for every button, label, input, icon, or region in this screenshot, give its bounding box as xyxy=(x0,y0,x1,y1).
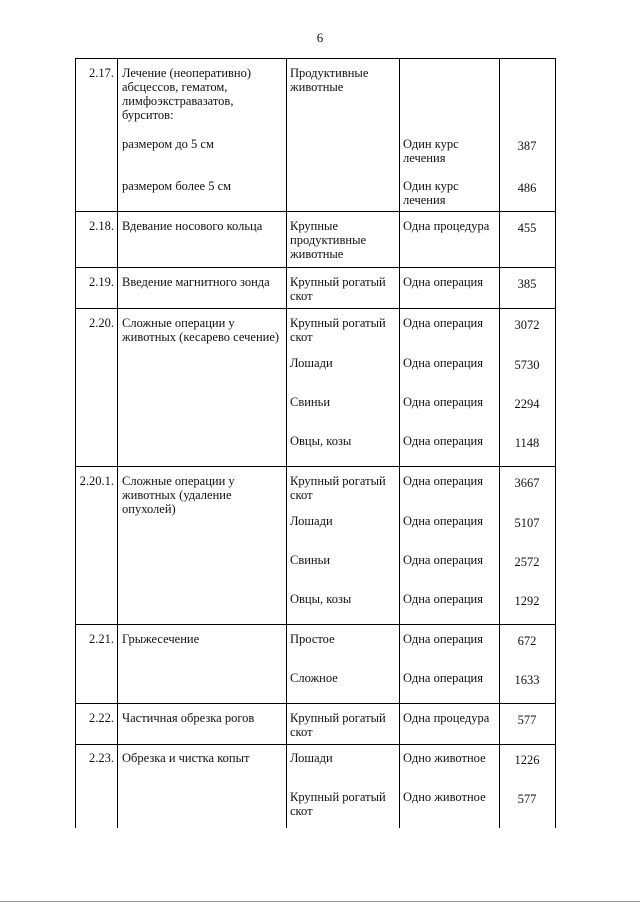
unit-of-measure: Одна процедура xyxy=(403,711,490,725)
row-number: 2.23. xyxy=(89,751,114,765)
animal-category: Свиньи xyxy=(290,553,331,567)
price-value: 5730 xyxy=(514,358,540,372)
animal-category: Продуктивные животные xyxy=(290,66,369,94)
table-rule xyxy=(75,703,556,704)
row-number: 2.20.1. xyxy=(79,474,114,488)
unit-of-measure: Одна операция xyxy=(403,514,483,528)
table-rule xyxy=(399,58,400,828)
animal-category: Крупный рогатый скот xyxy=(290,316,386,344)
table-rule xyxy=(75,466,556,467)
unit-of-measure: Одна операция xyxy=(403,553,483,567)
service-name: Грыжесечение xyxy=(122,632,200,646)
animal-category: Простое xyxy=(290,632,335,646)
service-name: размером до 5 см xyxy=(122,137,214,151)
row-number: 2.22. xyxy=(89,711,114,725)
animal-category: Свиньи xyxy=(290,395,331,409)
table-rule xyxy=(75,308,556,309)
table-rule xyxy=(75,58,76,828)
row-number: 2.19. xyxy=(89,275,114,289)
price-value: 2294 xyxy=(514,397,540,411)
price-value: 385 xyxy=(517,277,537,291)
table-rule xyxy=(75,267,556,268)
page-bottom-line xyxy=(0,901,640,902)
animal-category: Лошади xyxy=(290,751,333,765)
price-value: 455 xyxy=(517,221,537,235)
table-rule xyxy=(286,58,287,828)
unit-of-measure: Одна операция xyxy=(403,356,483,370)
table-rule xyxy=(499,58,500,828)
price-value: 486 xyxy=(517,181,537,195)
table-rule xyxy=(75,211,556,212)
price-value: 672 xyxy=(517,634,537,648)
price-value: 577 xyxy=(517,792,537,806)
price-value: 1226 xyxy=(514,753,540,767)
table-rule xyxy=(75,744,556,745)
table-rule xyxy=(117,58,118,828)
unit-of-measure: Одна процедура xyxy=(403,219,490,233)
row-number: 2.18. xyxy=(89,219,114,233)
unit-of-measure: Одна операция xyxy=(403,592,483,606)
service-name: Частичная обрезка рогов xyxy=(122,711,255,725)
animal-category: Лошади xyxy=(290,356,333,370)
unit-of-measure: Одна операция xyxy=(403,434,483,448)
unit-of-measure: Одна операция xyxy=(403,395,483,409)
unit-of-measure: Одно животное xyxy=(403,790,486,804)
service-name: Вдевание носового кольца xyxy=(122,219,263,233)
service-name: Обрезка и чистка копыт xyxy=(122,751,250,765)
unit-of-measure: Одна операция xyxy=(403,474,483,488)
row-number: 2.17. xyxy=(89,66,114,80)
price-value: 577 xyxy=(517,713,537,727)
price-value: 1292 xyxy=(514,594,540,608)
price-value: 387 xyxy=(517,139,537,153)
animal-category: Крупный рогатый скот xyxy=(290,790,386,818)
animal-category: Овцы, козы xyxy=(290,434,352,448)
unit-of-measure: Одна операция xyxy=(403,275,483,289)
row-number: 2.21. xyxy=(89,632,114,646)
animal-category: Крупные продуктивные животные xyxy=(290,219,367,261)
unit-of-measure: Один курс лечения xyxy=(403,137,459,165)
service-name: Лечение (неоперативно) абсцессов, гематом, лимфоэкстравазатов, бурситов: xyxy=(122,66,252,122)
unit-of-measure: Одна операция xyxy=(403,316,483,330)
price-value: 5107 xyxy=(514,516,540,530)
table-rule xyxy=(75,624,556,625)
service-name: размером более 5 см xyxy=(122,179,232,193)
animal-category: Овцы, козы xyxy=(290,592,352,606)
animal-category: Крупный рогатый скот xyxy=(290,711,386,739)
row-number: 2.20. xyxy=(89,316,114,330)
service-name: Сложные операции у животных (удаление опухолей) xyxy=(122,474,235,516)
price-table xyxy=(75,58,556,828)
unit-of-measure: Одна операция xyxy=(403,632,483,646)
price-value: 3072 xyxy=(514,318,540,332)
table-rule xyxy=(555,58,556,828)
unit-of-measure: Один курс лечения xyxy=(403,179,459,207)
price-value: 3667 xyxy=(514,476,540,490)
price-value: 1148 xyxy=(514,436,540,450)
unit-of-measure: Одна операция xyxy=(403,671,483,685)
animal-category: Крупный рогатый скот xyxy=(290,275,386,303)
page-number: 6 xyxy=(316,30,324,45)
animal-category: Лошади xyxy=(290,514,333,528)
price-value: 2572 xyxy=(514,555,540,569)
table-rule xyxy=(75,58,556,59)
animal-category: Крупный рогатый скот xyxy=(290,474,386,502)
price-value: 1633 xyxy=(514,673,540,687)
service-name: Сложные операции у животных (кесарево сечение) xyxy=(122,316,280,344)
service-name: Введение магнитного зонда xyxy=(122,275,270,289)
unit-of-measure: Одно животное xyxy=(403,751,486,765)
animal-category: Сложное xyxy=(290,671,338,685)
